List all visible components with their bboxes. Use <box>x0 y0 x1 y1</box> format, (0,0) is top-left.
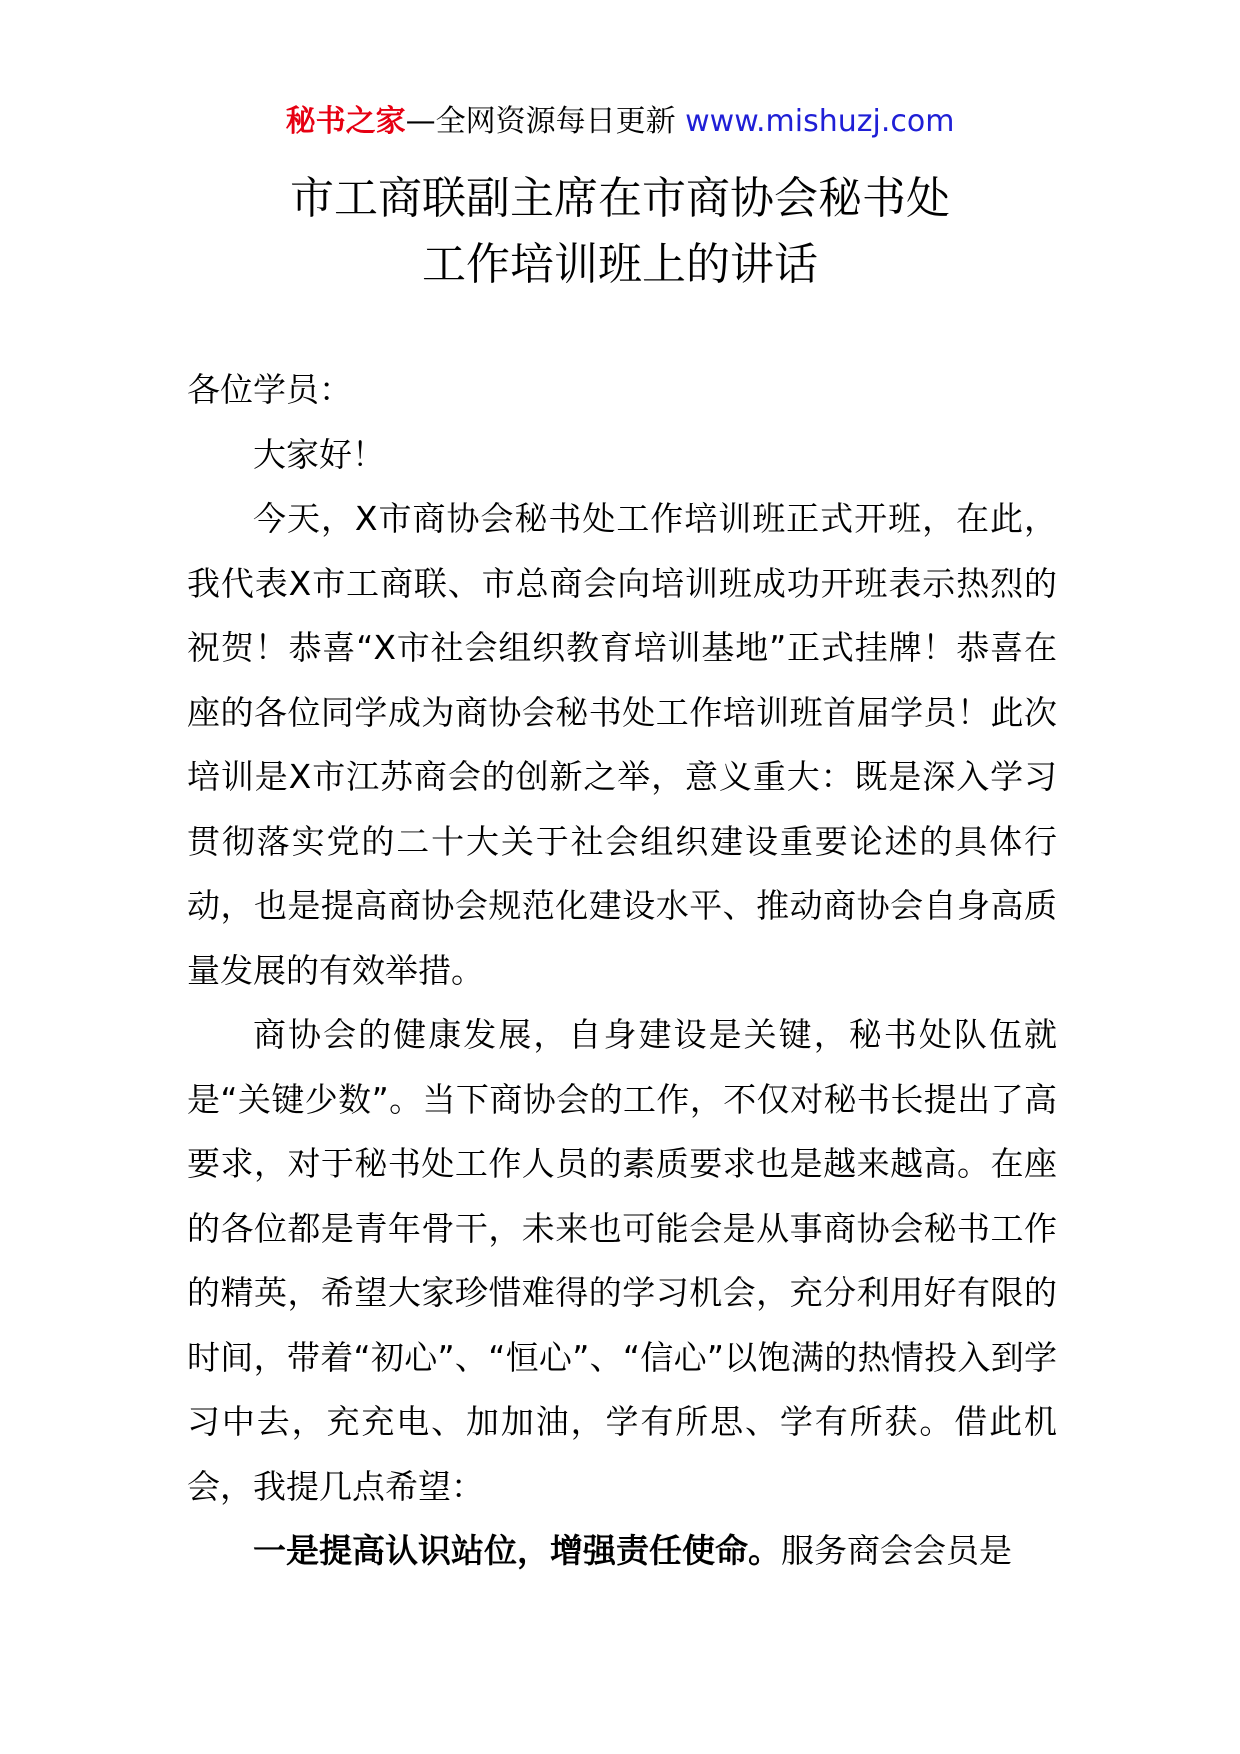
document-body <box>187 358 1057 1584</box>
header-slogan: —全网资源每日更新 <box>405 104 676 139</box>
document-title <box>0 166 1240 298</box>
greeting: 大家好！ <box>253 434 385 474</box>
paragraph-3-text: 服务商会会员是 <box>781 1531 1012 1570</box>
paragraph-3 <box>187 1519 1057 1584</box>
site-header <box>0 100 1240 144</box>
paragraph-3-heading: 一是提高认识站位，增强责任使命。 <box>253 1531 781 1570</box>
title-line-2: 工作培训班上的讲话 <box>422 239 818 290</box>
brand-name: 秘书之家 <box>285 104 406 139</box>
paragraph-1: 今天，X市商协会秘书处工作培训班正式开班，在此，我代表X市工商联、市总商会向培训班成功开班表示热烈的祝贺！恭喜“X市社会组织教育培训基地”正式挂牌！恭喜在座的各位同学成为商协会秘书处工作培训班首届学员！此次培训是X市江苏商会的创新之举，意义重大：既是深入学习贯彻落实党的二十大关于社会组织建设重要论述的具体行动，也是提高商协会规范化建设水平、推动商协会自身高质量发展的有效举措。 <box>187 499 1057 990</box>
site-url-link[interactable]: www.mishuzj.com <box>685 104 955 139</box>
title-line-1: 市工商联副主席在市商协会秘书处 <box>290 173 950 224</box>
salutation: 各位学员： <box>187 370 352 409</box>
paragraph-2: 商协会的健康发展，自身建设是关键，秘书处队伍就是“关键少数”。当下商协会的工作，不仅对秘书长提出了高要求，对于秘书处工作人员的素质要求也是越来越高。在座的各位都是青年骨干，未来也可能会是从事商协会秘书工作的精英，希望大家珍惜难得的学习机会，充分利用好有限的时间，带着“初心”、“恒心”、“信心”以饱满的热情投入到学习中去，充充电、加加油，学有所思、学有所获。借此机会，我提几点希望： <box>187 1015 1057 1506</box>
